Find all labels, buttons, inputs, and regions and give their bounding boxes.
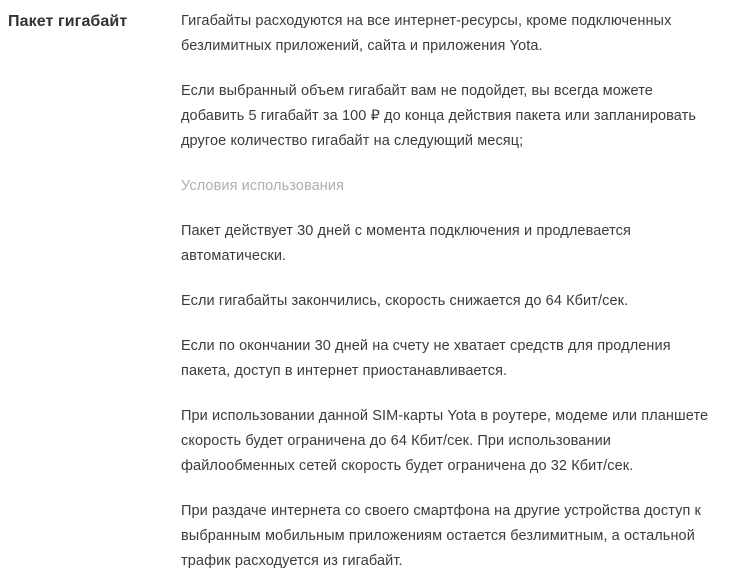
usage-terms-subheading: Условия использования — [181, 178, 345, 194]
paragraph-add-gigabytes: Если выбранный объем гигабайт вам не подойдет, вы всегда можете добавить 5 гигабайт за 100 ₽ до конца действия пакета или запланировать другое количество гигабайт на следующий месяц; — [181, 83, 697, 149]
package-row-title: Пакет гигабайт — [8, 13, 128, 30]
paragraph-insufficient-funds: Если по окончании 30 дней на счету не хватает средств для продления пакета, доступ в интернет приостанавливается. — [181, 338, 671, 379]
paragraph-speed-after-limit: Если гигабайты закончились, скорость снижается до 64 Кбит/сек. — [181, 293, 629, 309]
paragraph-gigabytes-usage: Гигабайты расходуются на все интернет-ресурсы, кроме подключенных безлимитных приложений, сайта и приложения Yota. — [181, 13, 672, 54]
package-description-column — [181, 9, 713, 574]
row-title-column — [8, 9, 181, 574]
paragraph-tethering: При раздаче интернета со своего смартфона на другие устройства доступ к выбранным мобильным приложениям остается безлимитным, а остальной трафик расходуется из гигабайт. — [181, 503, 701, 569]
paragraph-package-duration: Пакет действует 30 дней с момента подключения и продлевается автоматически. — [181, 223, 631, 264]
paragraph-sim-in-router-limits: При использовании данной SIM-карты Yota в роутере, модеме или планшете скорость будет ограничена до 64 Кбит/сек. При использовании файлообменных сетей скорость будет ограничена до 32 Кбит/сек. — [181, 408, 709, 474]
